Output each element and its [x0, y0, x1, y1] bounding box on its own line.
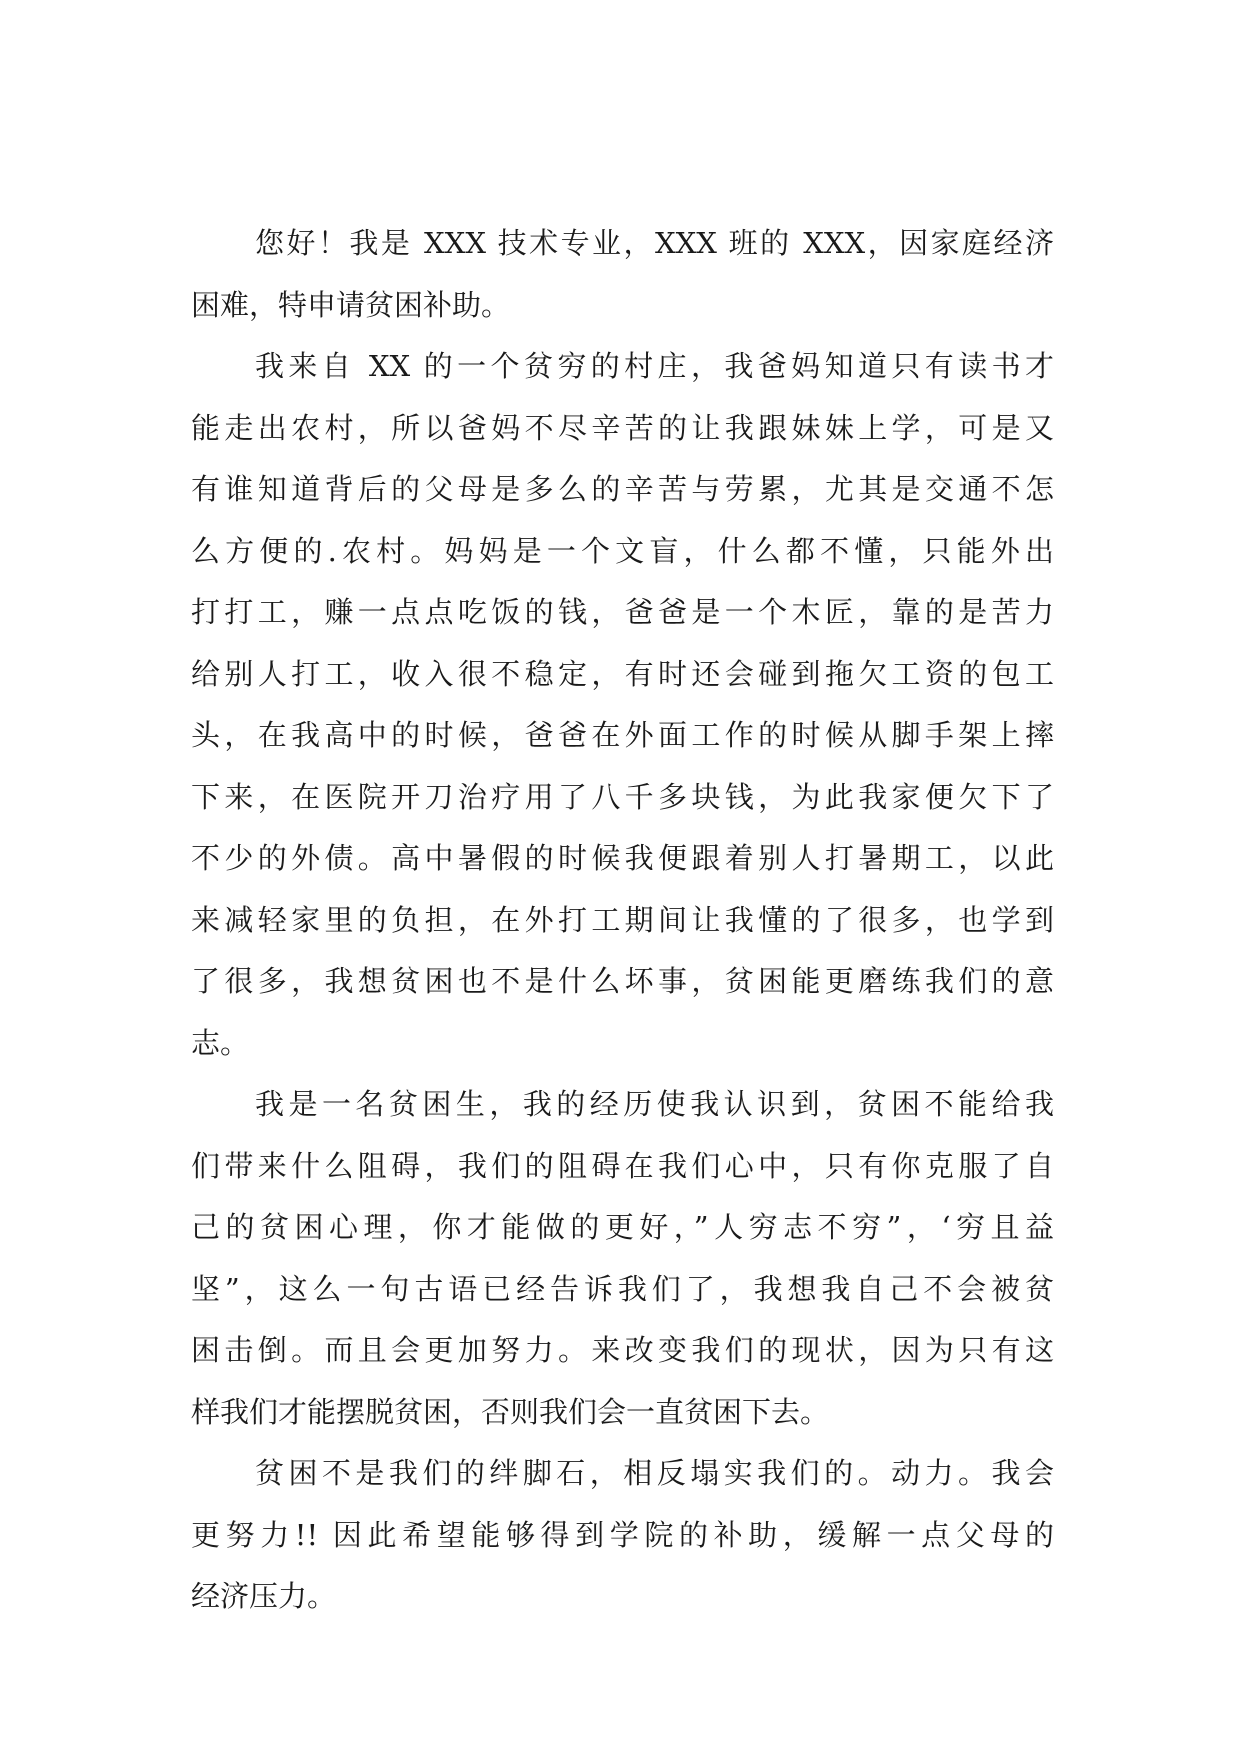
paragraph-2 — [191, 336, 1054, 1074]
paragraph-line: 志。 — [191, 1025, 250, 1060]
paragraph-line: 能走出农村，所以爸妈不尽辛苦的让我跟妹妹上学，可是又 — [191, 410, 1054, 445]
paragraph-line: 了很多，我想贫困也不是什么坏事，贫困能更磨练我们的意 — [191, 964, 1054, 998]
paragraph-line: 我是一名贫困生，我的经历使我认识到，贫困不能给我 — [255, 1087, 1054, 1121]
document-body — [191, 213, 1054, 1628]
paragraph-line: 己的贫困心理，你才能做的更好，”人穷志不穷”，‘穷且益 — [191, 1210, 1054, 1244]
paragraph-line: 下来，在医院开刀治疗用了八千多块钱，为此我家便欠下了 — [191, 779, 1054, 814]
paragraph-line: 困难，特申请贫困补助。 — [191, 287, 511, 322]
paragraph-line: 贫困不是我们的绊脚石，相反塌实我们的。动力。我会 — [255, 1456, 1054, 1490]
paragraph-line: 们带来什么阻碍，我们的阻碍在我们心中，只有你克服了自 — [191, 1148, 1054, 1183]
paragraph-3 — [191, 1074, 1054, 1443]
paragraph-1 — [191, 213, 1054, 336]
paragraph-4 — [191, 1443, 1054, 1628]
paragraph-line: 给别人打工，收入很不稳定，有时还会碰到拖欠工资的包工 — [191, 656, 1054, 691]
paragraph-line: 有谁知道背后的父母是多么的辛苦与劳累，尤其是交通不怎 — [191, 472, 1054, 506]
paragraph-line: 打打工，赚一点点吃饭的钱，爸爸是一个木匠，靠的是苦力 — [191, 595, 1054, 629]
paragraph-line: 样我们才能摆脱贫困，否则我们会一直贫困下去。 — [191, 1394, 830, 1429]
paragraph-line: 头，在我高中的时候，爸爸在外面工作的时候从脚手架上摔 — [191, 718, 1054, 752]
paragraph-line: 更努力!! 因此希望能够得到学院的补助，缓解一点父母的 — [191, 1517, 1054, 1552]
paragraph-line: 坚”，这么一句古语已经告诉我们了，我想我自己不会被贫 — [191, 1271, 1054, 1306]
paragraph-line: 经济压力。 — [191, 1579, 337, 1613]
paragraph-line: 困击倒。而且会更加努力。来改变我们的现状，因为只有这 — [191, 1333, 1054, 1367]
paragraph-line: 么方便的.农村。妈妈是一个文盲，什么都不懂，只能外出 — [191, 533, 1054, 568]
paragraph-line: 不少的外债。高中暑假的时候我便跟着别人打暑期工，以此 — [191, 841, 1054, 875]
paragraph-line: 来减轻家里的负担，在外打工期间让我懂的了很多，也学到 — [191, 902, 1054, 937]
paragraph-line: 您好！我是 XXX 技术专业，XXX 班的 XXX，因家庭经济 — [255, 226, 1054, 260]
paragraph-line: 我来自 XX 的一个贫穷的村庄，我爸妈知道只有读书才 — [255, 349, 1054, 383]
